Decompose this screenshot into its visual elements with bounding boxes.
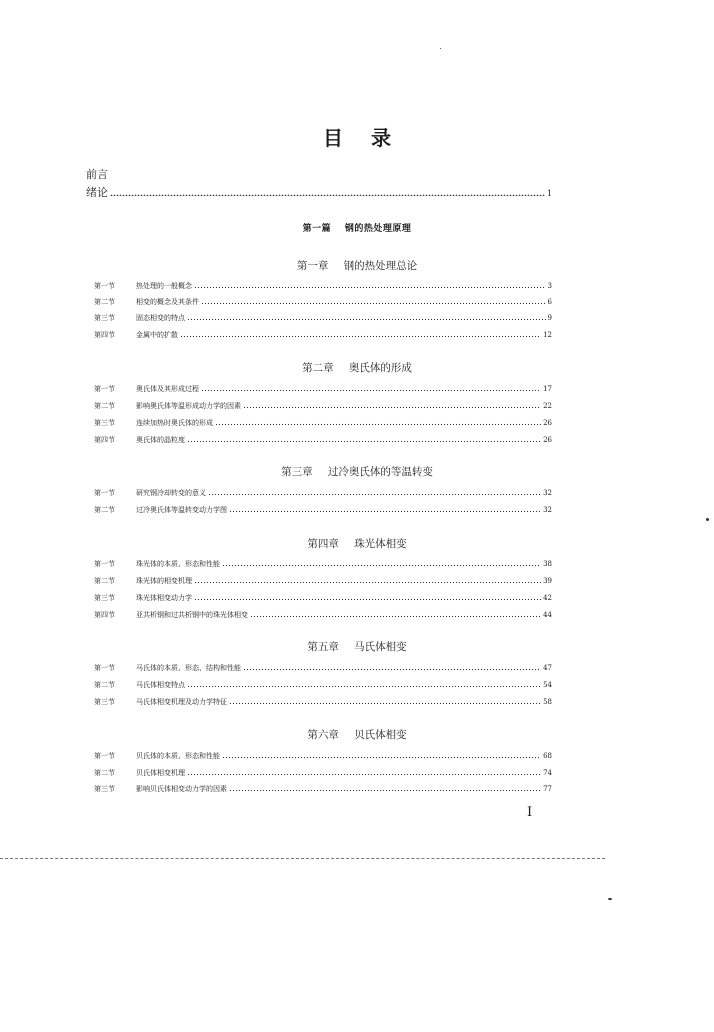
toc-entry bbox=[94, 313, 552, 325]
preface-label: 前言 bbox=[86, 168, 108, 181]
section-page: 47 bbox=[543, 664, 552, 672]
toc-entry bbox=[94, 784, 552, 796]
section-number: 第三节 bbox=[94, 594, 115, 602]
leader-dots bbox=[201, 297, 546, 304]
leader-dots bbox=[229, 697, 541, 704]
section-title: 连续加热时奥氏体的形成 bbox=[136, 419, 213, 427]
chapter-name: 珠光体相变 bbox=[354, 538, 407, 550]
chapter-number: 第三章 bbox=[281, 466, 313, 478]
section-page: 39 bbox=[543, 577, 552, 585]
section-title: 贝氏体的本质、形态和性能 bbox=[136, 752, 220, 760]
toc-entry bbox=[94, 281, 552, 293]
section-number: 第三节 bbox=[94, 419, 115, 427]
toc-entry bbox=[94, 576, 552, 588]
leader-dots bbox=[180, 330, 541, 337]
section-page: 12 bbox=[543, 331, 552, 339]
toc-entry bbox=[94, 435, 552, 447]
section-number: 第一节 bbox=[94, 385, 115, 393]
leader-dots bbox=[222, 751, 541, 758]
section-page: 22 bbox=[543, 402, 552, 410]
section-title: 马氏体相变机理及动力学特征 bbox=[136, 698, 227, 706]
intro-label: 绪论 bbox=[86, 186, 108, 199]
chapter-name: 马氏体相变 bbox=[354, 641, 407, 653]
section-number: 第三节 bbox=[94, 314, 115, 322]
section-page: 44 bbox=[543, 611, 552, 619]
toc-entry bbox=[94, 488, 552, 500]
leader-dots bbox=[194, 593, 541, 600]
section-number: 第三节 bbox=[94, 785, 115, 793]
section-title: 珠光体相变动力学 bbox=[136, 594, 192, 602]
chapter-name: 钢的热处理总论 bbox=[343, 260, 418, 272]
chapter-number: 第四章 bbox=[307, 538, 339, 550]
section-title: 奥氏体及其形成过程 bbox=[136, 385, 199, 393]
section-page: 54 bbox=[543, 681, 552, 689]
section-number: 第二节 bbox=[94, 577, 115, 585]
section-number: 第二节 bbox=[94, 506, 115, 514]
chapter-name: 贝氏体相变 bbox=[354, 729, 407, 741]
toc-entry bbox=[94, 505, 552, 517]
leader-dots bbox=[243, 401, 541, 408]
chapter-number: 第六章 bbox=[307, 729, 339, 741]
chapter-heading bbox=[0, 258, 714, 273]
section-title: 珠光体的本质、形态和性能 bbox=[136, 560, 220, 568]
intro-row bbox=[86, 184, 552, 199]
section-page: 74 bbox=[543, 769, 552, 777]
scan-speck bbox=[440, 48, 441, 49]
leader-dots bbox=[250, 610, 541, 617]
toc-entry bbox=[94, 663, 552, 675]
section-page: 32 bbox=[543, 506, 552, 514]
section-number: 第一节 bbox=[94, 489, 115, 497]
leader-dots bbox=[208, 488, 541, 495]
section-number: 第二节 bbox=[94, 298, 115, 306]
toc-entry bbox=[94, 610, 552, 622]
chapter-heading bbox=[0, 464, 714, 479]
part-heading bbox=[0, 221, 714, 234]
toc-entry bbox=[94, 751, 552, 763]
section-page: 17 bbox=[543, 385, 552, 393]
toc-entry bbox=[94, 418, 552, 430]
leader-dots bbox=[201, 384, 541, 391]
chapter-number: 第一章 bbox=[296, 260, 329, 272]
section-title: 过冷奥氏体等温转变动力学图 bbox=[136, 506, 227, 514]
section-title: 马氏体的本质、形态、结构和性能 bbox=[136, 664, 241, 672]
section-title: 固态相变的特点 bbox=[136, 314, 185, 322]
intro-page: 1 bbox=[546, 189, 552, 198]
page-number: I bbox=[527, 805, 533, 820]
toc-entry bbox=[94, 401, 552, 413]
section-page: 58 bbox=[543, 698, 552, 706]
section-title: 影响贝氏体相变动力学的因素 bbox=[136, 785, 227, 793]
section-title: 相变的概念及其条件 bbox=[136, 298, 199, 306]
section-number: 第二节 bbox=[94, 402, 115, 410]
section-number: 第四节 bbox=[94, 436, 115, 444]
section-title: 研究钢冷却转变的意义 bbox=[136, 489, 206, 497]
section-page: 42 bbox=[543, 594, 552, 602]
page-title: 目录 bbox=[323, 126, 419, 150]
chapter-number: 第五章 bbox=[307, 641, 339, 653]
chapter-heading bbox=[0, 360, 714, 375]
leader-dots bbox=[222, 559, 541, 566]
toc-entry bbox=[94, 768, 552, 780]
part-number: 第一篇 bbox=[302, 224, 332, 234]
section-number: 第一节 bbox=[94, 560, 115, 568]
scan-speck bbox=[706, 518, 709, 521]
chapter-name: 过冷奥氏体的等温转变 bbox=[327, 466, 433, 478]
section-number: 第三节 bbox=[94, 698, 115, 706]
toc-entry bbox=[94, 593, 552, 605]
section-title: 金属中的扩散 bbox=[136, 331, 178, 339]
section-title: 珠光体的相变机理 bbox=[136, 577, 192, 585]
section-number: 第二节 bbox=[94, 769, 115, 777]
section-number: 第二节 bbox=[94, 681, 115, 689]
leader-dots bbox=[194, 576, 541, 583]
section-number: 第一节 bbox=[94, 664, 115, 672]
section-number: 第一节 bbox=[94, 282, 115, 290]
scan-artifact-line bbox=[0, 858, 605, 859]
section-title: 马氏体相变特点 bbox=[136, 681, 185, 689]
chapter-heading bbox=[0, 639, 714, 654]
toc-entry bbox=[94, 297, 552, 309]
leader-dots bbox=[229, 784, 541, 791]
section-page: 77 bbox=[543, 785, 552, 793]
leader-dots bbox=[187, 680, 541, 687]
section-number: 第四节 bbox=[94, 331, 115, 339]
section-page: 3 bbox=[547, 282, 552, 290]
toc-entry bbox=[94, 680, 552, 692]
leader-dots bbox=[215, 418, 541, 425]
leader-dots bbox=[243, 663, 541, 670]
leader-dots bbox=[187, 435, 541, 442]
section-title: 贝氏体相变机理 bbox=[136, 769, 185, 777]
toc-entry bbox=[94, 384, 552, 396]
leader-dots bbox=[194, 281, 546, 288]
chapter-name: 奥氏体的形成 bbox=[348, 362, 412, 374]
toc-entry bbox=[94, 330, 552, 342]
section-page: 26 bbox=[543, 419, 552, 427]
section-title: 亚共析钢和过共析钢中的珠光体相变 bbox=[136, 611, 248, 619]
section-page: 38 bbox=[543, 560, 552, 568]
chapter-heading bbox=[0, 727, 714, 742]
section-page: 68 bbox=[543, 752, 552, 760]
section-page: 6 bbox=[547, 298, 552, 306]
section-title: 热处理的一般概念 bbox=[136, 282, 192, 290]
section-title: 奥氏体的晶粒度 bbox=[136, 436, 185, 444]
section-page: 9 bbox=[547, 314, 552, 322]
leader-dots bbox=[187, 313, 546, 320]
section-number: 第四节 bbox=[94, 611, 115, 619]
part-name: 钢的热处理原理 bbox=[344, 224, 412, 234]
leader-dots bbox=[110, 188, 545, 196]
chapter-number: 第二章 bbox=[302, 362, 334, 374]
section-title: 影响奥氏体等温形成动力学的因素 bbox=[136, 402, 241, 410]
section-page: 32 bbox=[543, 489, 552, 497]
section-number: 第一节 bbox=[94, 752, 115, 760]
leader-dots bbox=[229, 505, 541, 512]
leader-dots bbox=[187, 768, 541, 775]
scan-speck bbox=[608, 898, 612, 900]
toc-entry bbox=[94, 697, 552, 709]
section-page: 26 bbox=[543, 436, 552, 444]
toc-entry bbox=[94, 559, 552, 571]
chapter-heading bbox=[0, 536, 714, 551]
